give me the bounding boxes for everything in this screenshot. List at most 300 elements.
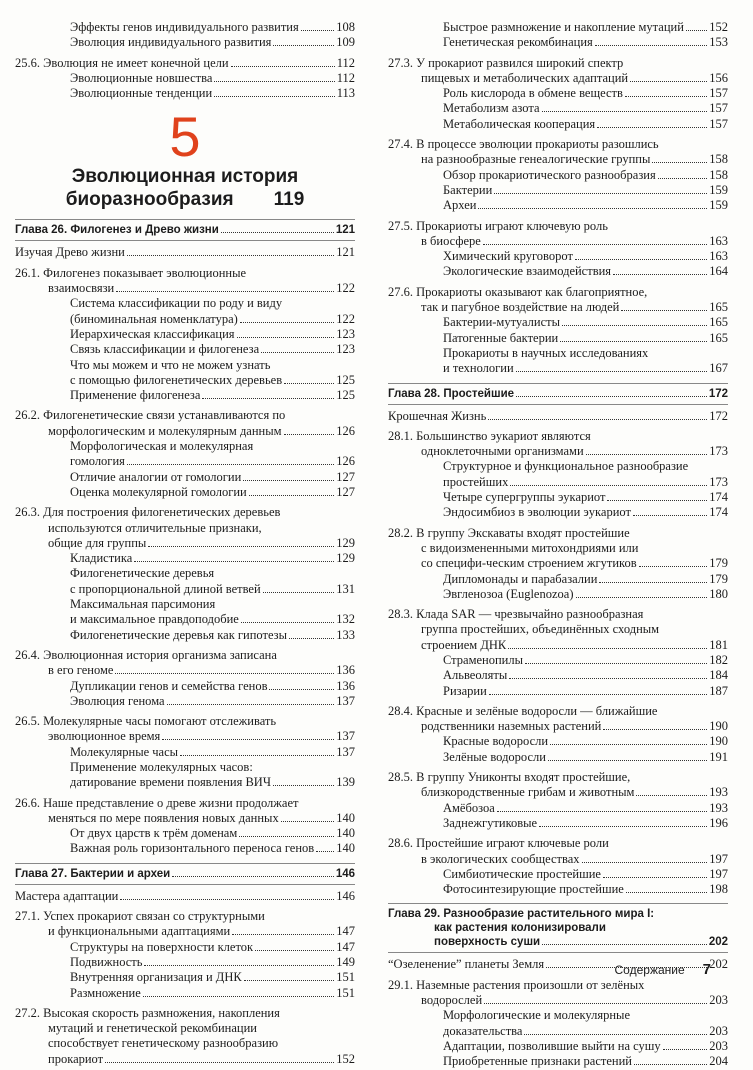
dot-leader xyxy=(478,205,707,209)
toc-entry[interactable] xyxy=(15,35,355,50)
dot-leader xyxy=(509,675,707,679)
toc-entry[interactable] xyxy=(388,429,728,460)
dot-leader xyxy=(599,579,707,583)
chapter-title: Глава 29. Разнообразие растительного мира I: xyxy=(388,908,655,921)
toc-entry-title: близкородственные грибам и животным xyxy=(421,785,635,800)
dot-leader xyxy=(494,190,707,194)
toc-entry[interactable] xyxy=(388,20,728,35)
toc-entry-title: Структуры на поверхности клеток xyxy=(70,939,254,954)
dot-leader xyxy=(630,78,707,82)
toc-entry-text-line: 26.6. Наше представление о древе жизни продолжает xyxy=(15,795,299,810)
toc-entry-title: Эвгленозоа (Euglenozoa) xyxy=(443,586,574,601)
toc-entry-title: на разнообразные генеалогические группы xyxy=(421,152,651,167)
toc-entry-page: 112 xyxy=(336,70,355,85)
toc-entry-page: 129 xyxy=(336,551,355,566)
toc-entry-title: так и пагубное воздействие на людей xyxy=(421,300,620,315)
toc-entry[interactable] xyxy=(388,882,728,897)
toc-entry-page: 197 xyxy=(709,851,728,866)
toc-entry-title: Дупликации генов и семейства генов xyxy=(70,678,268,693)
dot-leader xyxy=(483,241,707,245)
toc-entry-text-line: 28.4. Красные и зелёные водоросли — ближайшие xyxy=(388,703,658,718)
toc-entry-title: Размножение xyxy=(70,985,141,1000)
toc-entry-page: 140 xyxy=(336,841,355,856)
toc-entry[interactable] xyxy=(15,796,355,827)
toc-entry[interactable] xyxy=(15,551,355,566)
toc-entry-text-line: используются отличительные признаки, xyxy=(48,520,262,535)
dot-leader xyxy=(658,175,708,179)
dot-leader xyxy=(597,124,707,128)
toc-entry[interactable] xyxy=(388,526,728,572)
dot-leader xyxy=(613,271,707,275)
toc-entry-page: 172 xyxy=(709,408,728,423)
toc-entry[interactable] xyxy=(388,816,728,831)
toc-entry[interactable] xyxy=(15,694,355,709)
dot-leader xyxy=(582,859,708,863)
toc-entry[interactable] xyxy=(15,56,355,71)
dot-leader xyxy=(263,589,335,593)
toc-entry-page: 156 xyxy=(709,70,728,85)
toc-entry[interactable] xyxy=(15,470,355,485)
toc-entry-title: Химический круговорот xyxy=(443,249,573,264)
toc-entry[interactable] xyxy=(388,117,728,132)
toc-entry-text-line: 27.5. Прокариоты играют ключевую роль xyxy=(388,218,608,233)
toc-entry-page: 153 xyxy=(709,35,728,50)
toc-entry[interactable] xyxy=(388,183,728,198)
toc-entry[interactable] xyxy=(15,358,355,389)
toc-entry-title: эволюционное время xyxy=(48,729,161,744)
dot-leader xyxy=(127,252,334,256)
toc-entry-text-line: 26.3. Для построения филогенетических деревьев xyxy=(15,505,281,520)
toc-entry-text-line: 26.5. Молекулярные часы помогают отслеживать xyxy=(15,714,277,729)
toc-entry-title: со специфи-ческим строением жгутиков xyxy=(421,556,637,571)
toc-entry[interactable] xyxy=(15,970,355,985)
dot-leader xyxy=(542,108,708,112)
toc-entry[interactable] xyxy=(388,459,728,490)
toc-entry[interactable] xyxy=(388,490,728,505)
toc-entry[interactable] xyxy=(388,978,728,1009)
toc-entry-text-line: Морфологические и молекулярные xyxy=(443,1008,630,1023)
toc-entry[interactable] xyxy=(15,940,355,955)
toc-entry[interactable] xyxy=(388,315,728,330)
toc-entry-page: 164 xyxy=(709,264,728,279)
dot-leader xyxy=(240,319,334,323)
toc-entry-page: 159 xyxy=(709,182,728,197)
toc-entry-text-line: 27.3. У прокариот развился широкий спектр xyxy=(388,55,624,70)
toc-entry-title: меняться по мере появления новых данных xyxy=(48,810,279,825)
toc-entry-title: 25.6. Эволюция не имеет конечной цели xyxy=(15,55,229,70)
toc-entry[interactable] xyxy=(388,653,728,668)
toc-entry[interactable] xyxy=(15,628,355,643)
toc-entry-title: Эволюция генома xyxy=(70,693,165,708)
toc-entry-page: 157 xyxy=(709,86,728,101)
toc-entry[interactable] xyxy=(15,71,355,86)
toc-entry[interactable] xyxy=(15,841,355,856)
toc-entry-title: Применение филогенеза xyxy=(70,388,201,403)
toc-entry-text-line: 28.6. Простейшие играют ключевые роли xyxy=(388,836,609,851)
toc-entry-title: Страменопилы xyxy=(443,652,523,667)
toc-entry[interactable] xyxy=(15,648,355,679)
toc-entry[interactable] xyxy=(388,770,728,801)
toc-entry-text-line: группа простейших, объединённых сходным xyxy=(421,622,660,637)
toc-entry-page: 165 xyxy=(709,300,728,315)
toc-entry-title: Метаболическая кооперация xyxy=(443,116,596,131)
dot-leader xyxy=(586,451,708,455)
toc-entry[interactable] xyxy=(15,20,355,35)
toc-entry-page: 173 xyxy=(709,474,728,489)
toc-entry-title: Роль кислорода в обмене веществ xyxy=(443,86,623,101)
toc-entry-title: и функциональными адаптациями xyxy=(48,924,231,939)
toc-entry[interactable] xyxy=(388,168,728,183)
dot-leader xyxy=(214,78,334,82)
toc-entry-page: 149 xyxy=(336,954,355,969)
toc-entry-title: Связь классификации и филогенеза xyxy=(70,342,260,357)
toc-entry[interactable] xyxy=(388,346,728,377)
toc-entry[interactable] xyxy=(15,889,355,904)
page-number: 7 xyxy=(702,961,711,978)
toc-entry[interactable] xyxy=(388,867,728,882)
toc-entry[interactable] xyxy=(15,296,355,327)
toc-entry-page: 190 xyxy=(709,734,728,749)
toc-entry[interactable] xyxy=(15,342,355,357)
toc-entry-page: 122 xyxy=(336,281,355,296)
dot-leader xyxy=(634,1061,707,1065)
toc-entry[interactable] xyxy=(388,505,728,520)
toc-entry[interactable] xyxy=(388,101,728,116)
toc-entry-page: 159 xyxy=(709,198,728,213)
toc-entry[interactable] xyxy=(15,388,355,403)
toc-entry[interactable] xyxy=(15,1006,355,1067)
toc-entry-page: 173 xyxy=(709,444,728,459)
toc-entry[interactable] xyxy=(388,56,728,87)
toc-entry-title: Красные водоросли xyxy=(443,734,549,749)
dot-leader xyxy=(148,543,334,547)
dot-leader xyxy=(497,808,707,812)
toc-entry[interactable] xyxy=(15,86,355,101)
toc-entry-page: 113 xyxy=(336,86,355,101)
toc-entry-title: водорослей xyxy=(421,993,483,1008)
toc-entry-page: 137 xyxy=(336,729,355,744)
toc-entry[interactable] xyxy=(388,219,728,250)
part-page-number: 119 xyxy=(273,189,305,211)
toc-entry[interactable] xyxy=(388,607,728,653)
toc-entry-title: доказательства xyxy=(443,1023,523,1038)
dot-leader xyxy=(626,889,707,893)
dot-leader xyxy=(273,782,334,786)
toc-entry-text-line: Филогенетические деревья xyxy=(70,566,215,581)
toc-entry[interactable] xyxy=(15,679,355,694)
toc-entry-page: 193 xyxy=(709,800,728,815)
toc-entry-title: и технологии xyxy=(443,361,514,376)
toc-entry-page: 158 xyxy=(709,167,728,182)
chapter-title: Глава 28. Простейшие xyxy=(388,387,515,400)
dot-leader xyxy=(548,757,707,761)
dot-leader xyxy=(575,256,707,260)
toc-entry-page: 126 xyxy=(336,454,355,469)
toc-entry-page: 122 xyxy=(336,311,355,326)
dot-leader xyxy=(539,823,707,827)
dot-leader xyxy=(488,416,707,420)
toc-entry[interactable] xyxy=(388,668,728,683)
part-heading xyxy=(15,105,355,211)
dot-leader xyxy=(301,27,335,31)
toc-entry[interactable] xyxy=(15,909,355,940)
toc-entry-page: 121 xyxy=(336,245,355,260)
toc-entry-title: Важная роль горизонтального переноса генов xyxy=(70,841,315,856)
toc-entry-page: 203 xyxy=(709,993,728,1008)
toc-entry-text-line: 28.1. Большинство эукариот являются xyxy=(388,428,591,443)
toc-entry-page: 140 xyxy=(336,826,355,841)
toc-entry-title: Мастера адаптации xyxy=(15,888,119,903)
toc-entry[interactable] xyxy=(388,198,728,213)
toc-entry-title: Эволюционные новшества xyxy=(70,70,213,85)
toc-entry-title: Изучая Древо жизни xyxy=(15,245,125,260)
toc-entry-title: Фотосинтезирующие простейшие xyxy=(443,882,624,897)
chapter-heading[interactable] xyxy=(15,219,355,241)
toc-entry[interactable] xyxy=(388,704,728,735)
dot-leader xyxy=(180,752,334,756)
toc-entry-title: Четыре супергруппы эукариот xyxy=(443,490,606,505)
chapter-title: Глава 27. Бактерии и археи xyxy=(15,867,171,880)
toc-entry[interactable] xyxy=(388,1054,728,1069)
toc-entry-title: Бактерии-мутуалисты xyxy=(443,315,560,330)
dot-leader xyxy=(516,368,708,372)
dot-leader xyxy=(525,660,707,664)
dot-leader xyxy=(686,27,707,31)
toc-entry[interactable] xyxy=(388,409,728,424)
toc-entry-title: пищевых и метаболических адаптаций xyxy=(421,70,629,85)
toc-entry-text-line: 27.6. Прокариоты оказывают как благоприятное, xyxy=(388,284,648,299)
toc-entry-title: Адаптации, позволившие выйти на сушу xyxy=(443,1038,661,1053)
part-title-text: биоразнообразия xyxy=(65,189,234,211)
toc-entry-title: Приобретенные признаки растений xyxy=(443,1054,632,1069)
toc-entry-page: 181 xyxy=(709,637,728,652)
toc-entry-page: 179 xyxy=(709,571,728,586)
toc-entry[interactable] xyxy=(15,955,355,970)
toc-entry-page: 174 xyxy=(709,505,728,520)
toc-entry-title: Эволюция индивидуального развития xyxy=(70,35,272,50)
toc-entry[interactable] xyxy=(15,597,355,628)
dot-leader xyxy=(289,635,334,639)
toc-section xyxy=(15,245,355,856)
toc-right-column xyxy=(388,20,728,1070)
toc-entry[interactable] xyxy=(15,439,355,470)
toc-entry-text-line: 28.3. Клада SAR — чрезвычайно разнообразная xyxy=(388,607,644,622)
toc-entry-title: “Озеленение” планеты Земля xyxy=(388,957,545,972)
toc-entry-title: Заднежгутиковые xyxy=(443,815,538,830)
dot-leader xyxy=(652,159,707,163)
toc-entry-page: 204 xyxy=(709,1054,728,1069)
toc-entry-title: Подвижность xyxy=(70,954,143,969)
toc-entry-text-line: Применение молекулярных часов: xyxy=(70,759,253,774)
toc-entry-page: 196 xyxy=(709,815,728,830)
toc-entry[interactable] xyxy=(388,331,728,346)
dot-leader xyxy=(127,461,334,465)
toc-entry-text-line: Морфологическая и молекулярная xyxy=(70,439,254,454)
toc-entry-title: Филогенетические деревья как гипотезы xyxy=(70,627,287,642)
toc-entry[interactable] xyxy=(388,86,728,101)
toc-entry-text-line: 26.1. Филогенез показывает эволюционные xyxy=(15,265,247,280)
dot-leader xyxy=(633,512,707,516)
toc-entry-page: 132 xyxy=(336,612,355,627)
toc-entry-page: 179 xyxy=(709,556,728,571)
dot-leader xyxy=(167,701,335,705)
part-number: 5 xyxy=(169,105,201,169)
dot-leader xyxy=(120,896,334,900)
dot-leader xyxy=(550,741,707,745)
toc-entry[interactable] xyxy=(15,485,355,500)
toc-entry-page: 151 xyxy=(336,970,355,985)
toc-entry-page: 136 xyxy=(336,678,355,693)
toc-entry-text-line: Система классификации по роду и виду xyxy=(70,296,283,311)
dot-leader xyxy=(639,563,708,567)
dot-leader xyxy=(214,93,335,97)
toc-entry-title: Генетическая рекомбинация xyxy=(443,35,593,50)
toc-entry[interactable] xyxy=(388,750,728,765)
toc-entry[interactable] xyxy=(15,327,355,342)
dot-leader xyxy=(243,477,334,481)
toc-entry-page: 126 xyxy=(336,423,355,438)
toc-entry[interactable] xyxy=(15,408,355,439)
toc-entry[interactable] xyxy=(388,1008,728,1039)
dot-leader xyxy=(576,594,708,598)
dot-leader xyxy=(607,497,707,501)
toc-entry-page: 190 xyxy=(709,719,728,734)
chapter-heading[interactable] xyxy=(388,383,728,405)
toc-entry-text-line: 28.5. В группу Униконты входят простейшие, xyxy=(388,770,631,785)
toc-entry[interactable] xyxy=(388,801,728,816)
dot-leader xyxy=(269,686,334,690)
toc-section xyxy=(388,409,728,898)
dot-leader xyxy=(603,874,707,878)
toc-entry[interactable] xyxy=(15,714,355,745)
toc-entry-text-line: 27.1. Успех прокариот связан со структурными xyxy=(15,909,265,924)
toc-entry[interactable] xyxy=(388,572,728,587)
toc-entry-page: 184 xyxy=(709,668,728,683)
toc-entry[interactable] xyxy=(388,35,728,50)
toc-entry-page: 133 xyxy=(336,627,355,642)
toc-entry[interactable] xyxy=(388,684,728,699)
toc-entry-page: 203 xyxy=(709,1023,728,1038)
toc-entry-title: Зелёные водоросли xyxy=(443,749,546,764)
toc-entry-text-line: Прокариоты в научных исследованиях xyxy=(443,345,649,360)
dot-leader xyxy=(143,993,335,997)
toc-entry[interactable] xyxy=(15,505,355,551)
toc-entry-page: 163 xyxy=(709,233,728,248)
toc-entry-page: 152 xyxy=(709,20,728,34)
toc-entry[interactable] xyxy=(388,836,728,867)
toc-entry[interactable] xyxy=(388,137,728,168)
toc-entry-text-line: 27.2. Высокая скорость размножения, накопления xyxy=(15,1005,280,1020)
dot-leader xyxy=(625,93,707,97)
toc-entry-title: Патогенные бактерии xyxy=(443,330,559,345)
toc-entry[interactable] xyxy=(388,264,728,279)
toc-entry-page: 139 xyxy=(336,775,355,790)
toc-entry-page: 167 xyxy=(709,361,728,376)
toc-entry-title: Эндосимбиоз в эволюции эукариот xyxy=(443,505,631,520)
part-title-line2 xyxy=(15,188,355,211)
toc-entry[interactable] xyxy=(388,734,728,749)
toc-entry-text-line: 29.1. Наземные растения произошли от зелёных xyxy=(388,977,645,992)
toc-entry[interactable] xyxy=(388,587,728,602)
toc-entry-text-line: Структурное и функциональное разнообразие xyxy=(443,459,689,474)
dot-leader xyxy=(105,1059,334,1063)
dot-leader xyxy=(524,1031,707,1035)
toc-entry-page: 203 xyxy=(709,1038,728,1053)
toc-entry[interactable] xyxy=(388,1039,728,1054)
toc-entry-page: 198 xyxy=(709,882,728,897)
toc-entry[interactable] xyxy=(15,826,355,841)
dot-leader xyxy=(595,42,707,46)
chapter-page: 172 xyxy=(708,387,728,400)
toc-entry-page: 112 xyxy=(336,55,355,70)
toc-entry-title: Амёбозоа xyxy=(443,800,495,815)
toc-entry-title: морфологическим и молекулярным данным xyxy=(48,423,282,438)
dot-leader xyxy=(261,349,334,353)
toc-entry-title: взаимосвязи xyxy=(48,281,115,296)
dot-leader xyxy=(603,726,707,730)
toc-entry-title: Дипломонады и парабазалии xyxy=(443,571,598,586)
toc-entry-title: Бактерии xyxy=(443,182,493,197)
toc-entry-page: 197 xyxy=(709,866,728,881)
toc-entry-text-line: мутаций и генетической рекомбинации xyxy=(48,1021,257,1036)
toc-entry[interactable] xyxy=(15,245,355,260)
dot-leader xyxy=(284,431,335,435)
toc-entry-title: строением ДНК xyxy=(421,637,507,652)
page-footer xyxy=(615,961,711,978)
toc-entry-page: 137 xyxy=(336,744,355,759)
toc-entry[interactable] xyxy=(388,285,728,316)
toc-entry[interactable] xyxy=(15,566,355,597)
dot-leader xyxy=(484,1000,707,1004)
toc-entry[interactable] xyxy=(15,986,355,1001)
toc-entry-title: Ризарии xyxy=(443,683,487,698)
footer-label: Содержание xyxy=(614,963,685,977)
toc-entry-page: 123 xyxy=(336,326,355,341)
toc-entry[interactable] xyxy=(15,745,355,760)
chapter-heading[interactable] xyxy=(388,903,728,953)
toc-entry-page: 125 xyxy=(336,388,355,403)
dot-leader xyxy=(232,931,334,935)
toc-entry-title: Симбиотические простейшие xyxy=(443,866,601,881)
toc-entry-page: 123 xyxy=(336,342,355,357)
toc-left-column xyxy=(15,20,355,1067)
toc-entry-page: 157 xyxy=(709,101,728,116)
toc-entry[interactable] xyxy=(15,266,355,297)
toc-entry-title: в его геноме xyxy=(48,663,114,678)
chapter-title: Глава 26. Филогенез и Древо жизни xyxy=(15,224,219,237)
dot-leader xyxy=(560,338,707,342)
dot-leader xyxy=(281,818,335,822)
chapter-title-line: как растения колонизировали xyxy=(434,922,606,935)
dot-leader xyxy=(237,334,335,338)
toc-entry-title: датирование времени появления ВИЧ xyxy=(70,775,271,790)
chapter-heading[interactable] xyxy=(15,863,355,885)
dot-leader xyxy=(636,792,707,796)
dot-leader xyxy=(489,691,707,695)
toc-entry-page: 180 xyxy=(709,586,728,601)
toc-entry-title: Быстрое размножение и накопление мутаций xyxy=(443,20,684,34)
dot-leader xyxy=(510,482,707,486)
toc-entry-title: Крошечная Жизнь xyxy=(388,408,487,423)
toc-entry-title: общие для группы xyxy=(48,535,147,550)
toc-entry-title: родственники наземных растений xyxy=(421,719,602,734)
toc-entry-page: 163 xyxy=(709,249,728,264)
toc-entry-text-line: 27.4. В процессе эволюции прокариоты разошлись xyxy=(388,137,659,152)
toc-entry[interactable] xyxy=(15,760,355,791)
toc-entry-title: Иерархическая классификация xyxy=(70,326,235,341)
dot-leader xyxy=(116,288,334,292)
toc-entry[interactable] xyxy=(388,249,728,264)
